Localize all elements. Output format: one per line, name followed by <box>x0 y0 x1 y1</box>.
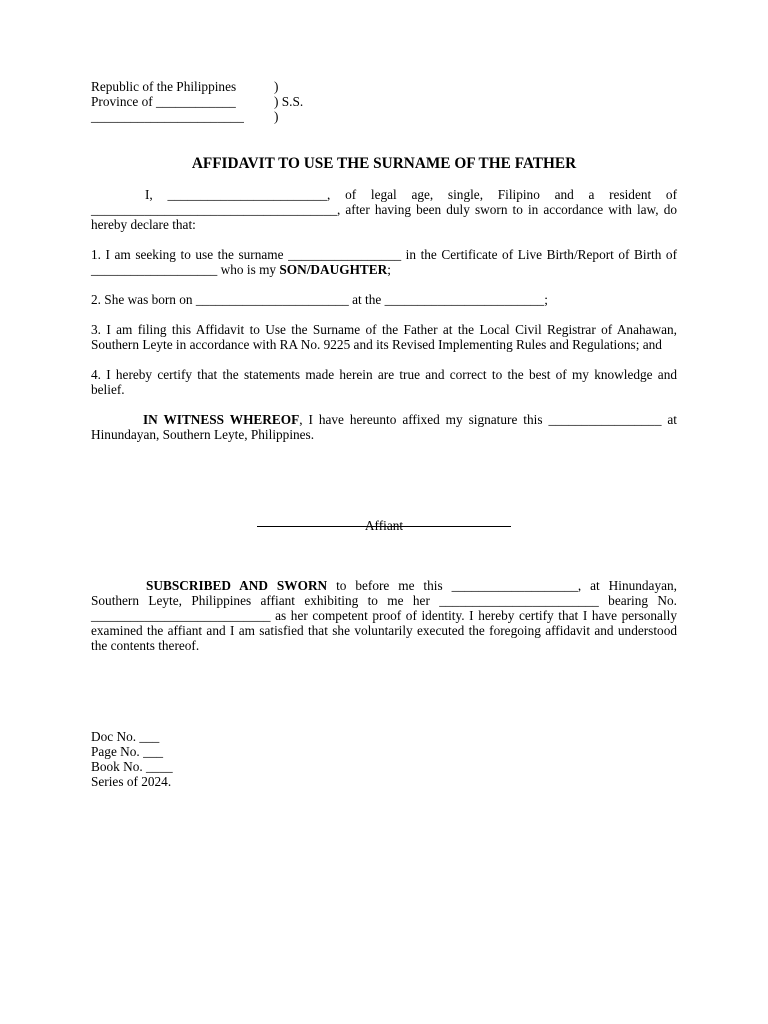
id-number-blank: ___________________________ <box>91 608 271 623</box>
child-name-blank: ___________________ <box>91 262 218 277</box>
intro-text-a: I, <box>145 187 168 202</box>
item1-text-a: 1. I am seeking to use the surname <box>91 247 289 262</box>
signature-block <box>91 515 677 533</box>
surname-blank: _________________ <box>288 247 402 262</box>
series-year: Series of 2024. <box>91 774 172 789</box>
affidavit-document <box>91 79 677 789</box>
son-daughter-label: SON/DAUGHTER <box>279 262 388 277</box>
item2-text-c: ; <box>544 292 548 307</box>
item-2-paragraph <box>91 292 677 307</box>
venue-ss: ) S.S. <box>274 94 304 109</box>
item-4-paragraph: 4. I hereby certify that the statements made herein are true and correct to the best of my knowledge and belief. <box>91 367 677 397</box>
witness-heading: IN WITNESS WHEREOF <box>143 412 300 427</box>
venue-republic: Republic of the Philippines <box>91 79 237 94</box>
intro-paragraph <box>91 187 677 232</box>
notarial-register-block <box>91 729 677 789</box>
affiant-name-blank: ________________________ <box>167 187 328 202</box>
jurat-text-b: , at Hinundayan, Southern Leyte, Philippines affiant exhibiting to me her <box>91 578 677 608</box>
item2-text-a: 2. She was born on <box>91 292 196 307</box>
birth-date-blank: _______________________ <box>195 292 349 307</box>
intro-text-b: , of legal age, single, Filipino and a resident of <box>327 187 677 202</box>
jurat-text-c: bearing No. <box>598 593 677 608</box>
item1-text-d: ; <box>387 262 391 277</box>
venue-block <box>91 79 677 124</box>
witness-text-b: at Hinundayan, Southern Leyte, Philippines. <box>91 412 677 442</box>
jurat-text-a: to before me this <box>327 578 452 593</box>
venue-paren-1: ) <box>274 79 279 94</box>
jurat-date-blank: ___________________ <box>451 578 578 593</box>
intro-text-c: , after having been duly sworn to in accordance with law, do hereby declare that: <box>91 202 677 232</box>
page-no: Page No. ___ <box>91 744 164 759</box>
affiant-label: Affiant <box>364 518 404 533</box>
signature-line <box>257 526 511 527</box>
item-1-paragraph <box>91 247 677 277</box>
document-title: AFFIDAVIT TO USE THE SURNAME OF THE FATHER <box>191 155 577 172</box>
doc-no: Doc No. ___ <box>91 729 160 744</box>
venue-province: Province of ____________ <box>91 94 236 109</box>
id-type-blank: ________________________ <box>439 593 599 608</box>
venue-paren-3: ) <box>274 109 279 124</box>
jurat-text-d: as her competent proof of identity. I hereby certify that I have personally examined the affiant and I am satisfied that she voluntarily executed the foregoing affidavit and understood the contents thereof. <box>91 608 677 653</box>
witness-text-a: , I have hereunto affixed my signature this <box>299 412 549 427</box>
birth-place-blank: ________________________ <box>384 292 545 307</box>
jurat-paragraph <box>91 578 677 653</box>
item-3-paragraph: 3. I am filing this Affidavit to Use the Surname of the Father at the Local Civil Registrar of Anahawan, Southern Leyte in accordance with RA No. 9225 and its Revised Implementing Rules and Regulations; and <box>91 322 677 352</box>
item1-text-c: who is my <box>217 262 280 277</box>
book-no: Book No. ____ <box>91 759 173 774</box>
venue-city-blank: _______________________ <box>91 109 244 124</box>
witness-paragraph <box>91 412 677 442</box>
item1-text-b: in the Certificate of Live Birth/Report of Birth of <box>401 247 677 262</box>
item2-text-b: at the <box>348 292 385 307</box>
jurat-heading: SUBSCRIBED AND SWORN <box>146 578 328 593</box>
witness-date-blank: _________________ <box>548 412 662 427</box>
residence-blank: _____________________________________ <box>91 202 337 217</box>
